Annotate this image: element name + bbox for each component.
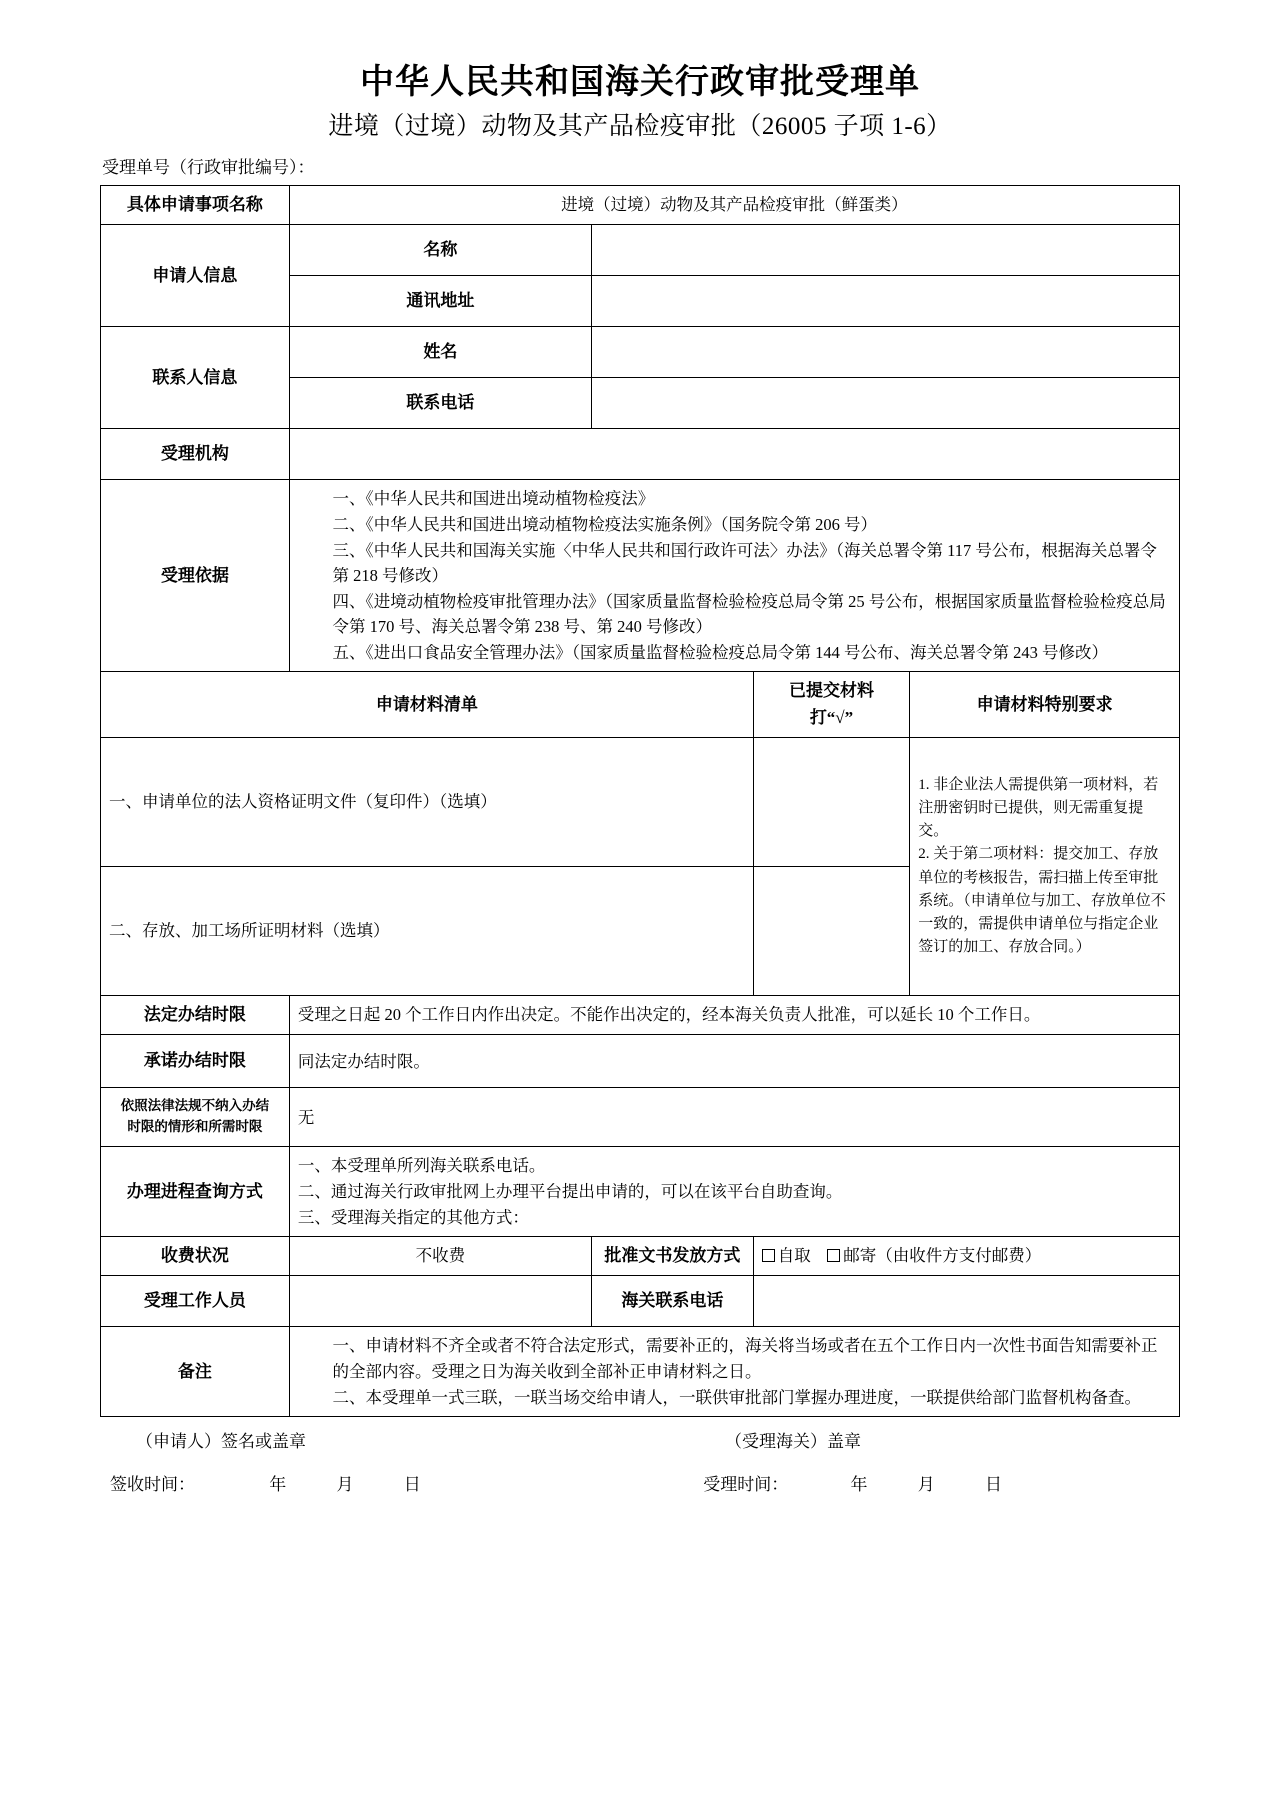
- excluded-time-label-line1: 依照法律法规不纳入办结: [120, 1098, 270, 1114]
- applicant-name-input[interactable]: [591, 225, 1179, 276]
- material-item-label: 二、存放、加工场所证明材料（选填）: [101, 867, 754, 996]
- sign-time-month[interactable]: 月: [336, 1475, 354, 1495]
- customs-seal-label: （受理海关）盖章: [725, 1432, 861, 1452]
- legal-basis-item: 二、《中华人民共和国进出境动植物检疫法实施条例》（国务院令第 206 号）: [332, 515, 877, 534]
- statutory-limit-label: 法定办结时限: [101, 996, 290, 1035]
- legal-basis-label: 受理依据: [101, 480, 290, 672]
- accept-time-month[interactable]: 月: [917, 1475, 935, 1495]
- table-row-materials-header: [101, 672, 1180, 738]
- agency-input[interactable]: [289, 429, 1179, 480]
- fee-value: 不收费: [289, 1237, 591, 1276]
- agency-label: 受理机构: [101, 429, 290, 480]
- staff-label: 受理工作人员: [101, 1276, 290, 1327]
- applicant-section-label: 申请人信息: [101, 225, 290, 327]
- submitted-header-line1: 已提交材料: [788, 681, 874, 701]
- progress-query-label: 办理进程查询方式: [101, 1147, 290, 1237]
- sign-time-day[interactable]: 日: [403, 1475, 421, 1495]
- customs-phone-input[interactable]: [753, 1276, 1179, 1327]
- contact-phone-label: 联系电话: [289, 378, 591, 429]
- table-row-progress-query: [101, 1147, 1180, 1237]
- staff-input[interactable]: [289, 1276, 591, 1327]
- table-row-legal-basis: [101, 480, 1180, 672]
- table-row-promised-limit: [101, 1035, 1180, 1088]
- approval-form-table: [100, 185, 1180, 1417]
- progress-query-item: 二、通过海关行政审批网上办理平台提出申请的，可以在该平台自助查询。: [297, 1181, 843, 1201]
- applicant-name-label: 名称: [289, 225, 591, 276]
- table-row-excluded-time: [101, 1088, 1180, 1147]
- excluded-time-label-line2: 时限的情形和所需时限: [127, 1119, 263, 1135]
- matter-label: 具体申请事项名称: [101, 186, 290, 225]
- contact-section-label: 联系人信息: [101, 327, 290, 429]
- legal-basis-item: 五、《进出口食品安全管理办法》（国家质量监督检验检疫总局令第 144 号公布、海关总署令第 243 号修改）: [332, 642, 1108, 662]
- contact-name-label: 姓名: [289, 327, 591, 378]
- progress-query-item: 一、本受理单所列海关联系电话。: [297, 1156, 546, 1176]
- matter-value: 进境（过境）动物及其产品检疫审批（鲜蛋类）: [289, 186, 1179, 225]
- accept-time-label: 受理时间：: [703, 1475, 789, 1495]
- delivery-option-self-pickup[interactable]: 自取: [777, 1246, 811, 1266]
- excluded-time-value: 无: [289, 1088, 1179, 1147]
- table-row-contact-name: [101, 327, 1180, 378]
- page-subtitle: 进境（过境）动物及其产品检疫审批（26005 子项 1-6）: [328, 112, 952, 140]
- accept-time-year[interactable]: 年: [850, 1475, 868, 1495]
- delivery-method-options: [753, 1237, 1179, 1276]
- table-row-statutory-limit: [101, 996, 1180, 1035]
- requirement-item: 1. 非企业法人需提供第一项材料，若注册密钥时已提供，则无需重复提交。: [918, 776, 1159, 840]
- requirement-item: 2. 关于第二项材料：提交加工、存放单位的考核报告，需扫描上传至审批系统。（申请单位与加工、存放单位不一致的，需提供申请单位与指定企业签订的加工、存放合同。）: [918, 846, 1166, 956]
- sign-time-label: 签收时间：: [110, 1475, 195, 1495]
- excluded-time-label: [101, 1088, 290, 1147]
- delivery-option-mail[interactable]: 邮寄（由收件方支付邮费）: [843, 1246, 1042, 1266]
- materials-submitted-header: [753, 672, 909, 738]
- progress-query-item: 三、受理海关指定的其他方式：: [297, 1207, 529, 1227]
- materials-list-header: 申请材料清单: [101, 672, 754, 738]
- material-item-label: 一、申请单位的法人资格证明文件（复印件）（选填）: [101, 738, 754, 867]
- legal-basis-content: [289, 480, 1179, 672]
- materials-requirements-header: 申请材料特别要求: [910, 672, 1180, 738]
- table-row-matter: [101, 186, 1180, 225]
- table-row-staff: [101, 1276, 1180, 1327]
- date-row: [100, 1470, 1180, 1495]
- signature-row: [100, 1427, 1180, 1452]
- page-title: 中华人民共和国海关行政审批受理单: [360, 64, 920, 101]
- contact-name-input[interactable]: [591, 327, 1179, 378]
- checkbox-self-pickup-icon[interactable]: [762, 1249, 775, 1262]
- remarks-label: 备注: [101, 1327, 290, 1417]
- table-row-agency: [101, 429, 1180, 480]
- table-row-fee: [101, 1237, 1180, 1276]
- accept-time-day[interactable]: 日: [985, 1475, 1003, 1495]
- progress-query-content: [289, 1147, 1179, 1237]
- applicant-signature-label: （申请人）签名或盖章: [136, 1432, 306, 1452]
- submitted-header-line2: 打“√”: [809, 707, 854, 727]
- legal-basis-item: 一、《中华人民共和国进出境动植物检疫法》: [332, 489, 655, 509]
- table-row-applicant-name: [101, 225, 1180, 276]
- customs-phone-label: 海关联系电话: [591, 1276, 753, 1327]
- accept-time-group: [685, 1470, 1156, 1495]
- materials-requirements-content: [910, 738, 1180, 996]
- remarks-item: 二、本受理单一式三联，一联当场交给申请人，一联供审批部门掌握办理进度，一联提供给部门监督机构备查。: [332, 1387, 1141, 1407]
- contact-phone-input[interactable]: [591, 378, 1179, 429]
- material-item-checkbox[interactable]: [753, 738, 909, 867]
- sign-time-group: [110, 1470, 685, 1495]
- delivery-method-label: 批准文书发放方式: [591, 1237, 753, 1276]
- fee-label: 收费状况: [101, 1237, 290, 1276]
- material-item-checkbox[interactable]: [753, 867, 909, 996]
- remarks-content: [289, 1327, 1179, 1417]
- legal-basis-item: 三、《中华人民共和国海关实施〈中华人民共和国行政许可法〉办法》（海关总署令第 117 号公布，根据海关总署令第 218 号修改）: [332, 540, 1157, 586]
- checkbox-mail-icon[interactable]: [827, 1249, 840, 1262]
- sign-time-year[interactable]: 年: [269, 1475, 287, 1495]
- remarks-item: 一、申请材料不齐全或者不符合法定形式，需要补正的，海关将当场或者在五个工作日内一次性书面告知需要补正的全部内容。受理之日为海关收到全部补正申请材料之日。: [332, 1336, 1158, 1381]
- table-row-material-1: [101, 738, 1180, 867]
- applicant-address-label: 通讯地址: [289, 276, 591, 327]
- promised-limit-value: 同法定办结时限。: [289, 1035, 1179, 1088]
- applicant-address-input[interactable]: [591, 276, 1179, 327]
- legal-basis-item: 四、《进境动植物检疫审批管理办法》（国家质量监督检验检疫总局令第 25 号公布，根据国家质量监督检验检疫总局令第 170 号、海关总署令第 238 号、第 240 号修改）: [332, 591, 1166, 637]
- table-row-remarks: [101, 1327, 1180, 1417]
- promised-limit-label: 承诺办结时限: [101, 1035, 290, 1088]
- statutory-limit-value: 受理之日起 20 个工作日内作出决定。不能作出决定的，经本海关负责人批准，可以延长 10 个工作日。: [289, 996, 1179, 1035]
- receipt-number-label: 受理单号（行政审批编号）：: [102, 158, 315, 177]
